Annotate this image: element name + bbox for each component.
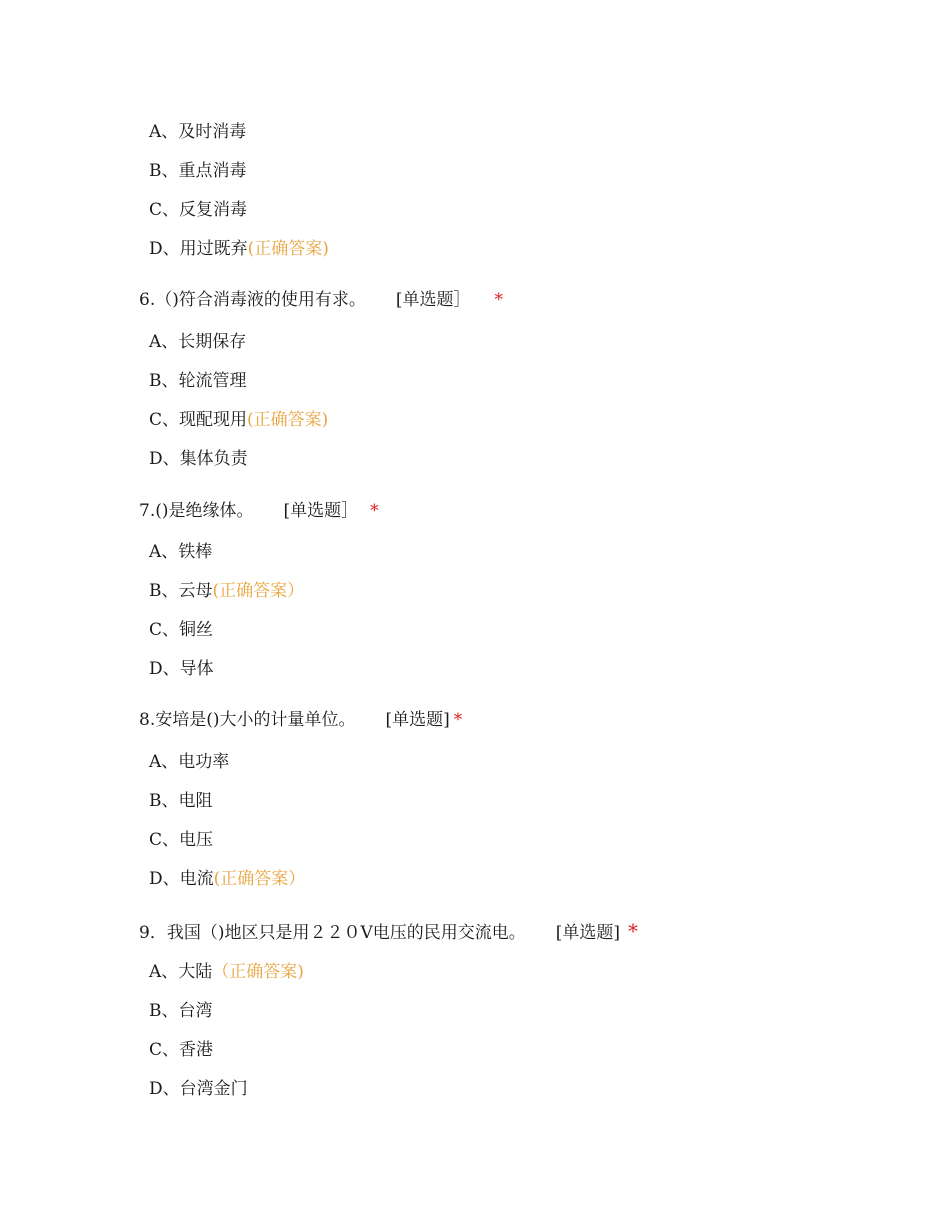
question-type-tag: [单选题］ [283, 501, 359, 521]
option-text: A、铁棒 [149, 542, 213, 562]
question-text: 6.（)符合消毒液的使用有求。 [139, 290, 366, 310]
q7-option-d [149, 658, 214, 680]
option-text: C、铜丝 [149, 620, 214, 640]
q5-option-d [149, 238, 329, 260]
q6-title [139, 289, 503, 311]
option-text: B、轮流管理 [149, 371, 247, 391]
option-text: C、反复消毒 [149, 200, 248, 220]
q7-option-c [149, 619, 213, 641]
correct-answer-mark: (正确答案） [213, 869, 306, 889]
question-type-tag: [单选题］ [395, 290, 471, 310]
option-text: A、及时消毒 [149, 122, 247, 142]
required-mark: * [370, 501, 379, 521]
q7-option-a [149, 541, 212, 563]
q6-option-b [149, 370, 247, 392]
option-text: C、香港 [149, 1040, 214, 1060]
q6-option-a [149, 331, 246, 353]
option-text: C、电压 [149, 830, 214, 850]
q9-option-b [149, 1000, 213, 1022]
correct-answer-mark: (正确答案） [212, 581, 305, 601]
q6-option-d [149, 448, 248, 470]
required-mark: * [628, 919, 638, 943]
q5-option-b [149, 160, 247, 182]
q8-option-a [149, 751, 229, 773]
question-type-tag: [单选题] [555, 923, 620, 943]
question-type-tag: [单选题] [385, 710, 450, 730]
q9-title [139, 920, 638, 944]
q8-option-d [149, 868, 305, 890]
option-text: D、集体负责 [149, 449, 248, 469]
q8-title [139, 709, 462, 731]
q9-option-d [149, 1078, 248, 1100]
option-text: D、导体 [149, 659, 214, 679]
option-text: D、电流 [149, 869, 214, 889]
q8-option-b [149, 790, 213, 812]
option-text: B、台湾 [149, 1001, 213, 1021]
option-text: B、电阻 [149, 791, 213, 811]
option-text: C、现配现用 [149, 410, 248, 430]
q7-title [139, 500, 379, 522]
q6-option-c [149, 409, 328, 431]
q5-option-a [149, 121, 246, 143]
q9-option-a [149, 961, 304, 983]
question-text: 9．我国（)地区只是用２２０V电压的民用交流电。 [139, 923, 526, 943]
q8-option-c [149, 829, 213, 851]
option-text: D、用过既弃 [149, 239, 248, 259]
q7-option-b [149, 580, 304, 602]
q5-option-c [149, 199, 247, 221]
question-text: 7.()是绝缘体。 [139, 501, 254, 521]
correct-answer-mark: (正确答案) [247, 239, 329, 259]
option-text: A、电功率 [149, 752, 230, 772]
correct-answer-mark: （正确答案) [212, 962, 304, 982]
option-text: B、云母 [149, 581, 213, 601]
option-text: B、重点消毒 [149, 161, 247, 181]
question-text: 8.安培是()大小的计量单位。 [139, 710, 356, 730]
option-text: A、长期保存 [149, 332, 247, 352]
required-mark: * [494, 290, 503, 310]
option-text: A、大陆 [149, 962, 213, 982]
required-mark: * [453, 710, 463, 730]
correct-answer-mark: (正确答案) [247, 410, 329, 430]
q9-option-c [149, 1039, 213, 1061]
option-text: D、台湾金门 [149, 1079, 248, 1099]
